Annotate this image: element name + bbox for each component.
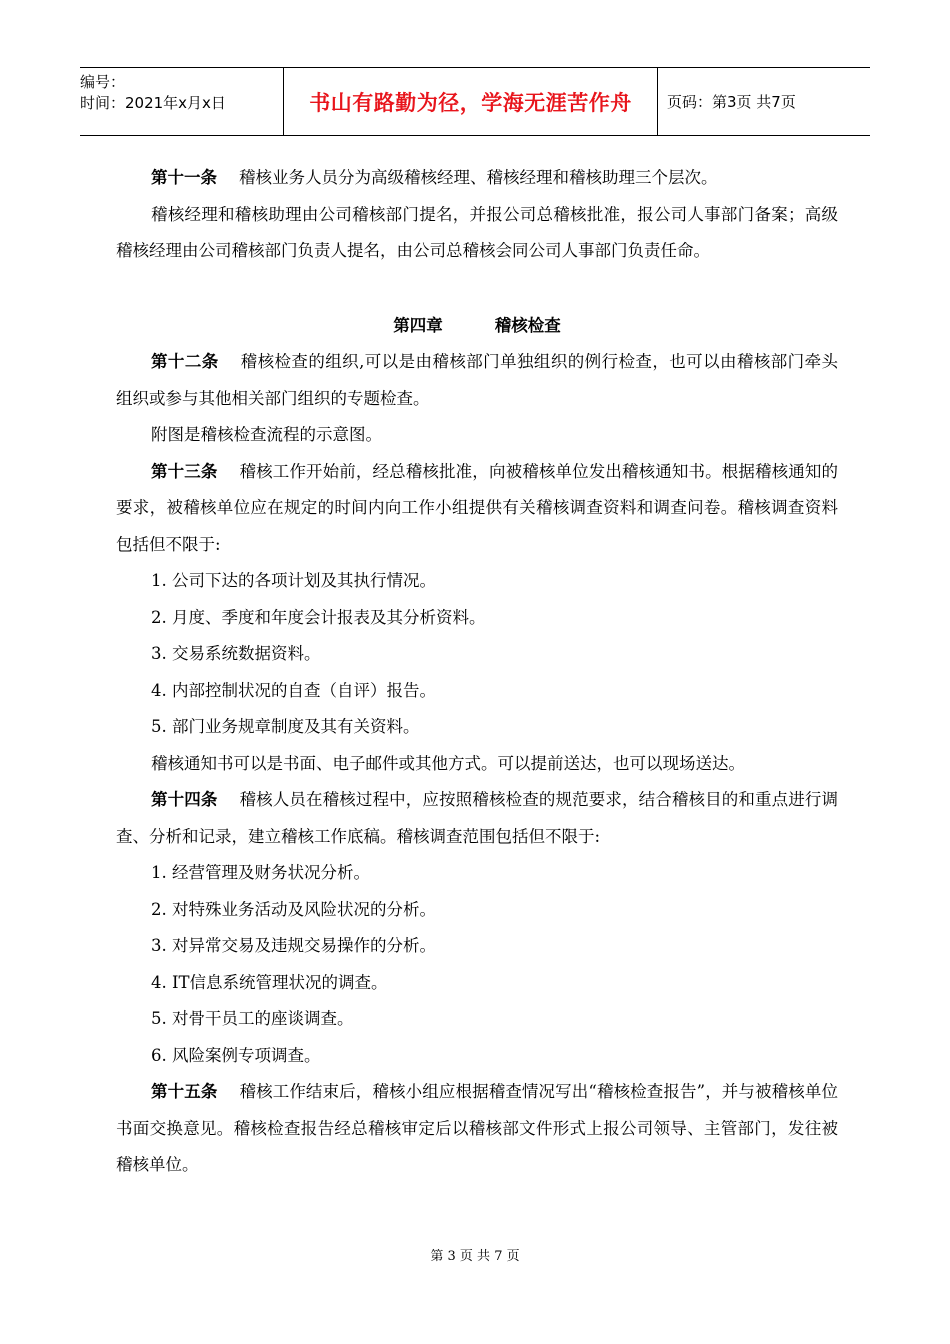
list-item: 4. 内部控制状况的自查（自评）报告。 [151,680,436,700]
list-item: 4. IT信息系统管理状况的调查。 [151,972,388,992]
list-item: 1. 经营管理及财务状况分析。 [151,863,370,882]
article-15-label: 第十五条 [151,1082,218,1101]
article-14-text: 稽核人员在稽核过程中，应按照稽核检查的规范要求，结合稽核目的和重点进行调查、分析和记录，建立稽核工作底稿。稽核调查范围包括但不限于: [116,790,839,846]
list-item: 3. 对异常交易及违规交易操作的分析。 [151,936,436,955]
article-12-para2: 附图是稽核检查流程的示意图。 [151,425,382,444]
article-15-text: 稽核工作结束后，稽核小组应根据稽查情况写出“稽核检查报告”，并与被稽核单位书面交换意见。稽核检查报告经总稽核审定后以稽核部文件形式上报公司领导、主管部门，发往被稽核单位。 [116,1082,839,1174]
article-12-text: 稽核检查的组织,可以是由稽核部门单独组织的例行检查，也可以由稽核部门牵头组织或参与其他相关部门组织的专题检查。 [116,352,839,408]
header-number: 编号： [80,73,126,91]
list-item: 1. 公司下达的各项计划及其执行情况。 [151,571,436,590]
chapter-number: 第四章 [393,315,443,335]
article-12-label: 第十二条 [151,352,219,371]
article-13-text: 稽核工作开始前，经总稽核批准，向被稽核单位发出稽核通知书。根据稽核通知的要求，被稽核单位应在规定的时间内向工作小组提供有关稽核调查资料和调查问卷。稽核调查资料包括但不限于: [116,461,839,554]
list-item: 2. 月度、季度和年度会计报表及其分析资料。 [151,607,486,627]
article-13 [116,454,838,564]
list-item: 5. 部门业务规章制度及其有关资料。 [151,717,420,736]
article-15 [116,1074,838,1184]
article-14-label: 第十四条 [151,790,218,809]
article-11-label: 第十一条 [151,168,217,187]
article-11-text: 稽核业务人员分为高级稽核经理、稽核经理和稽核助理三个层次。 [239,168,718,187]
header-motto: 书山有路勤为径，学海无涯苦作舟 [283,68,658,135]
article-13-para2: 稽核通知书可以是书面、电子邮件或其他方式。可以提前送达，也可以现场送达。 [151,753,745,773]
list-item: 6. 风险案例专项调查。 [151,1045,321,1065]
page-header [80,67,870,136]
chapter-heading [116,308,838,345]
article-13-label: 第十三条 [151,461,218,481]
page-footer: 第 3 页 共 7 页 [430,1249,520,1264]
header-time: 时间：2021年x月x日 [80,94,226,112]
header-meta [80,68,283,135]
list-item: 5. 对骨干员工的座谈调查。 [151,1009,354,1028]
list-item: 2. 对特殊业务活动及风险状况的分析。 [151,899,436,919]
list-item: 3. 交易系统数据资料。 [151,644,321,663]
article-11-para2: 稽核经理和稽核助理由公司稽核部门提名，并报公司总稽核批准，报公司人事部门备案；高级稽核经理由公司稽核部门负责人提名，由公司总稽核会同公司人事部门负责任命。 [116,204,838,260]
chapter-title: 稽核检查 [494,315,561,335]
article-12 [116,344,838,417]
header-page-info: 页码：第3页 共7页 [667,93,796,111]
article-11 [116,160,838,197]
article-14 [116,782,838,855]
document-body [116,160,838,1184]
